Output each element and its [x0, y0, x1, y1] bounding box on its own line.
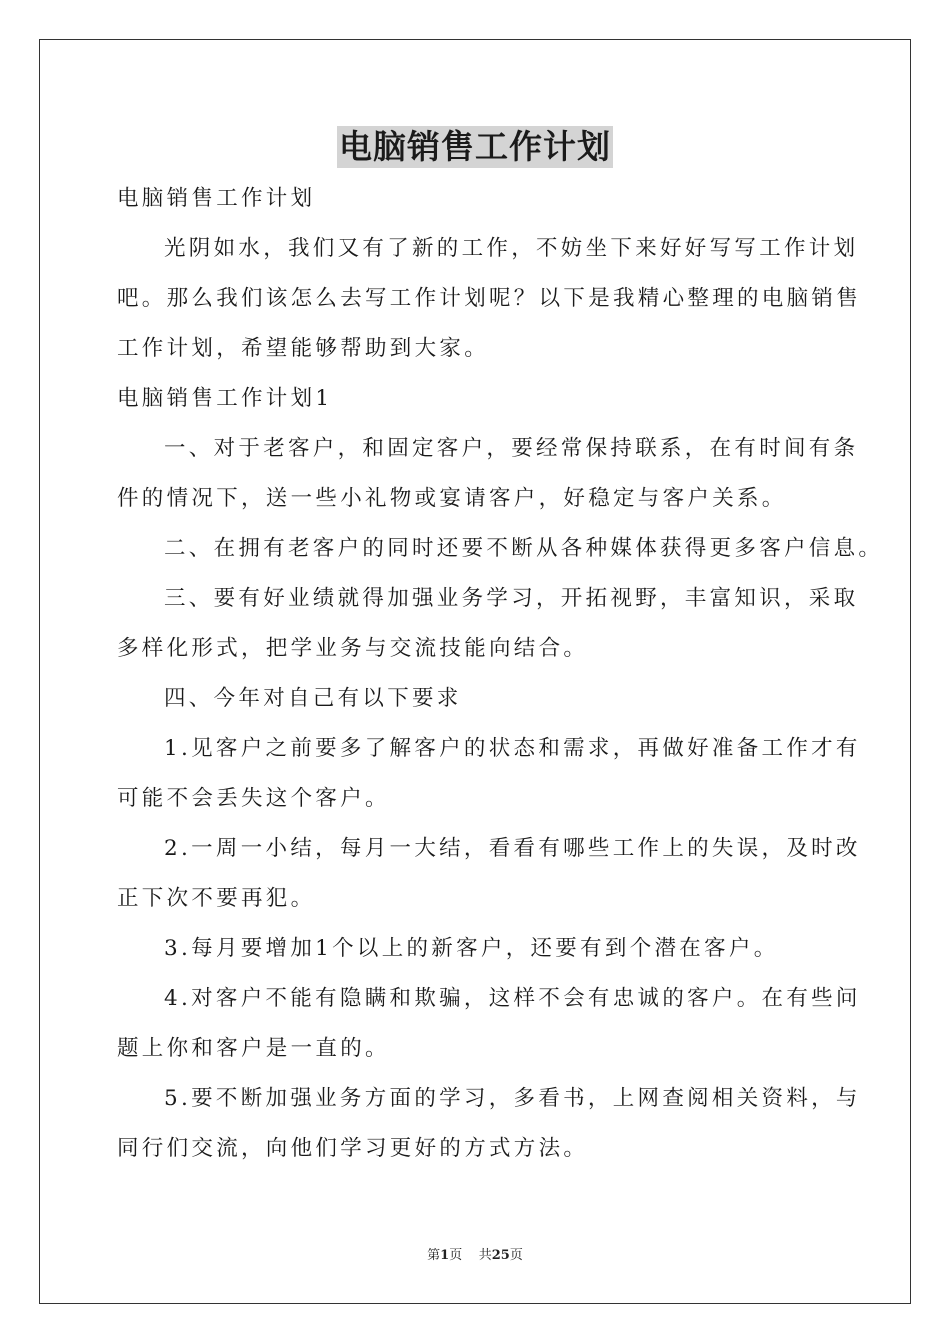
- total-unit: 页: [509, 1248, 523, 1263]
- paragraph-line: 三、要有好业绩就得加强业务学习，开拓视野，丰富知识，采取: [164, 586, 859, 611]
- paragraph-line: 四、今年对自己有以下要求: [164, 686, 462, 711]
- paragraph-line: 同行们交流，向他们学习更好的方式方法。: [117, 1136, 589, 1161]
- paragraph-line: 件的情况下，送一些小礼物或宴请客户，好稳定与客户关系。: [117, 486, 787, 511]
- paragraph-line: 吧。那么我们该怎么去写工作计划呢？以下是我精心整理的电脑销售: [117, 286, 862, 311]
- document-title: 电脑销售工作计划: [339, 127, 611, 166]
- paragraph-line: 4.对客户不能有隐瞒和欺骗，这样不会有忠诚的客户。在有些问: [164, 986, 861, 1011]
- section-heading: 电脑销售工作计划1: [117, 386, 333, 411]
- page-number: 1: [440, 1248, 450, 1263]
- paragraph-line: 正下次不要再犯。: [117, 886, 316, 911]
- page-footer: [0, 1244, 950, 1263]
- paragraph-line: 题上你和客户是一直的。: [117, 1036, 390, 1061]
- paragraph-line: 光阴如水，我们又有了新的工作，不妨坐下来好好写写工作计划: [164, 236, 859, 261]
- subtitle-line: 电脑销售工作计划: [117, 186, 316, 211]
- page-border: [39, 39, 911, 1304]
- paragraph-line: 可能不会丢失这个客户。: [117, 786, 390, 811]
- paragraph-line: 二、在拥有老客户的同时还要不断从各种媒体获得更多客户信息。: [164, 536, 884, 561]
- paragraph-line: 工作计划，希望能够帮助到大家。: [117, 336, 490, 361]
- total-label: 共: [478, 1248, 492, 1263]
- paragraph-line: 1.见客户之前要多了解客户的状态和需求，再做好准备工作才有: [164, 736, 861, 761]
- paragraph-line: 一、对于老客户，和固定客户，要经常保持联系，在有时间有条: [164, 436, 859, 461]
- total-pages: 25: [491, 1248, 510, 1263]
- paragraph-line: 多样化形式，把学业务与交流技能向结合。: [117, 636, 589, 661]
- paragraph-line: 3.每月要增加1个以上的新客户，还要有到个潜在客户。: [164, 936, 779, 961]
- page-label: 第: [427, 1248, 441, 1263]
- page-unit: 页: [449, 1248, 463, 1263]
- paragraph-line: 2.一周一小结，每月一大结，看看有哪些工作上的失误，及时改: [164, 836, 861, 861]
- title-container: [0, 126, 950, 168]
- paragraph-line: 5.要不断加强业务方面的学习，多看书，上网查阅相关资料，与: [164, 1086, 861, 1111]
